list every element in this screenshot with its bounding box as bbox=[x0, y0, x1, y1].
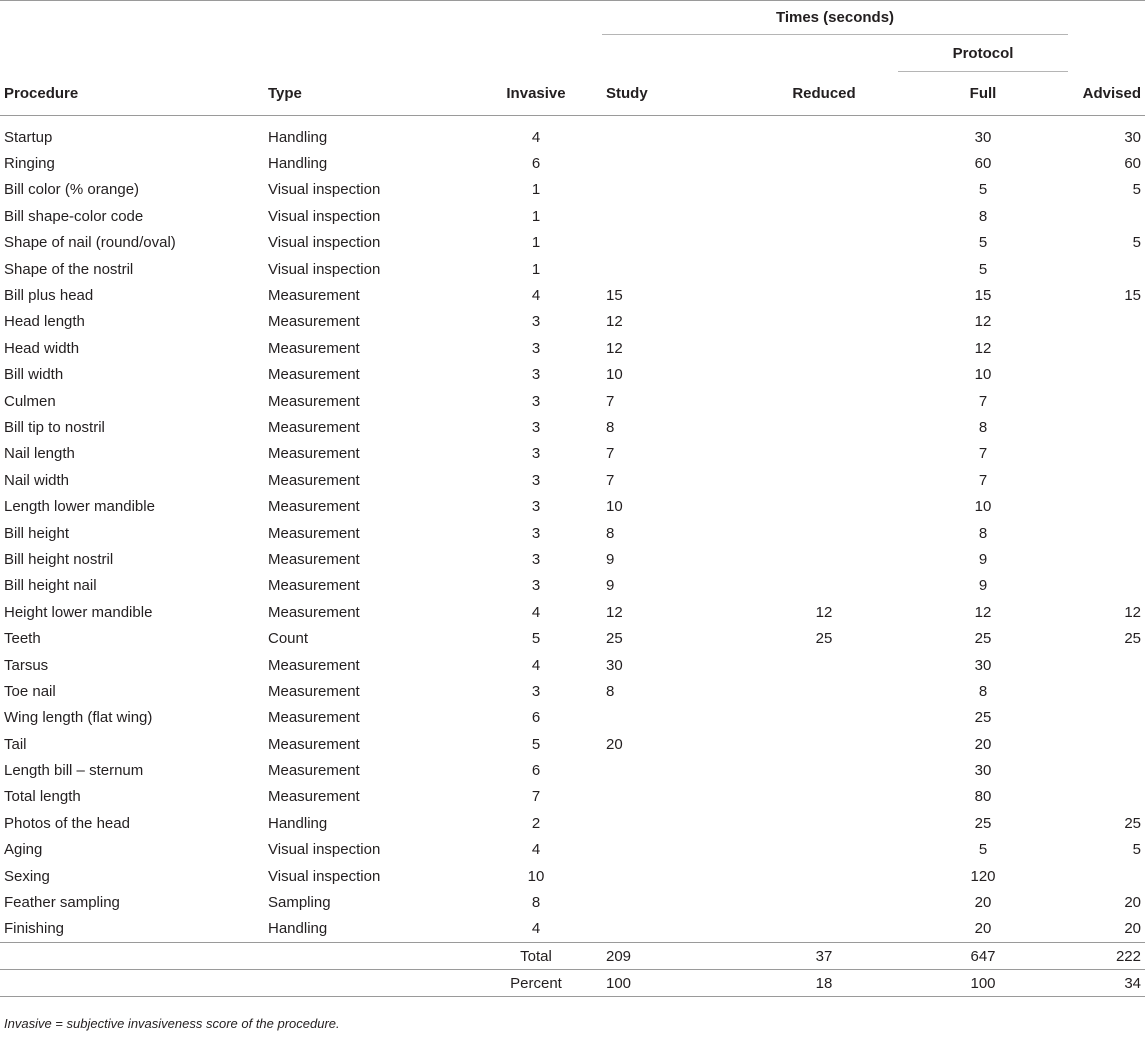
percent-full: 100 bbox=[898, 970, 1068, 997]
cell-procedure: Bill height nostril bbox=[4, 550, 114, 568]
cell-full: 7 bbox=[978, 471, 988, 489]
cell-procedure: Feather sampling bbox=[4, 894, 120, 912]
cell-study bbox=[602, 863, 750, 889]
table-row bbox=[0, 784, 1145, 810]
col-header-advised: Advised bbox=[1068, 72, 1145, 116]
table-body bbox=[0, 116, 1145, 943]
cell-full: 12 bbox=[974, 313, 992, 331]
cell-type: Visual inspection bbox=[268, 181, 381, 199]
cell-full: 15 bbox=[974, 287, 992, 305]
cell-full: 10 bbox=[974, 498, 992, 516]
cell-type: Measurement bbox=[268, 366, 360, 384]
cell-study: 7 bbox=[606, 471, 615, 489]
cell-full: 8 bbox=[978, 418, 988, 436]
cell-type: Measurement bbox=[268, 339, 360, 357]
cell-procedure: Wing length (flat wing) bbox=[4, 709, 153, 727]
table-row bbox=[0, 362, 1145, 388]
cell-invasive: 3 bbox=[531, 577, 541, 595]
cell-invasive: 3 bbox=[531, 366, 541, 384]
cell-full: 30 bbox=[974, 656, 992, 674]
cell-type: Measurement bbox=[268, 471, 360, 489]
percent-row bbox=[0, 970, 1145, 997]
table-row bbox=[0, 414, 1145, 440]
cell-advised bbox=[1068, 414, 1145, 440]
cell-reduced bbox=[750, 757, 898, 783]
cell-advised bbox=[1068, 678, 1145, 704]
cell-study bbox=[602, 116, 750, 151]
cell-procedure: Bill height nail bbox=[4, 577, 97, 595]
cell-reduced: 12 bbox=[815, 603, 833, 621]
cell-reduced bbox=[750, 256, 898, 282]
cell-invasive: 1 bbox=[531, 234, 541, 252]
cell-type: Measurement bbox=[268, 603, 360, 621]
cell-type: Measurement bbox=[268, 577, 360, 595]
cell-advised: 15 bbox=[1124, 287, 1141, 305]
cell-full: 30 bbox=[974, 128, 992, 146]
cell-procedure: Tarsus bbox=[4, 656, 49, 674]
cell-full: 9 bbox=[978, 550, 988, 568]
table-row bbox=[0, 757, 1145, 783]
cell-invasive: 3 bbox=[531, 445, 541, 463]
cell-invasive: 5 bbox=[531, 630, 541, 648]
cell-invasive: 4 bbox=[531, 603, 541, 621]
cell-study: 7 bbox=[606, 392, 615, 410]
cell-full: 20 bbox=[974, 920, 992, 938]
cell-procedure: Bill height bbox=[4, 524, 70, 542]
col-header-reduced: Reduced bbox=[750, 72, 898, 116]
col-header-invasive: Invasive bbox=[470, 72, 602, 116]
cell-type: Measurement bbox=[268, 788, 360, 806]
cell-reduced: 25 bbox=[815, 630, 833, 648]
cell-type: Measurement bbox=[268, 392, 360, 410]
cell-procedure: Nail length bbox=[4, 445, 75, 463]
cell-procedure: Startup bbox=[4, 128, 53, 146]
cell-full: 5 bbox=[978, 234, 988, 252]
cell-study bbox=[602, 203, 750, 229]
cell-type: Measurement bbox=[268, 735, 360, 753]
cell-reduced bbox=[750, 467, 898, 493]
cell-invasive: 4 bbox=[531, 287, 541, 305]
cell-study bbox=[602, 757, 750, 783]
cell-procedure: Finishing bbox=[4, 920, 65, 938]
cell-procedure: Ringing bbox=[4, 155, 55, 173]
cell-full: 5 bbox=[978, 181, 988, 199]
cell-advised: 30 bbox=[1124, 128, 1141, 146]
cell-procedure: Photos of the head bbox=[4, 814, 130, 832]
table-row bbox=[0, 599, 1145, 625]
cell-full: 60 bbox=[974, 155, 992, 173]
cell-procedure: Teeth bbox=[4, 630, 41, 648]
cell-invasive: 7 bbox=[531, 788, 541, 806]
cell-advised: 60 bbox=[1124, 155, 1141, 173]
cell-invasive: 3 bbox=[531, 392, 541, 410]
cell-full: 25 bbox=[974, 709, 992, 727]
cell-type: Visual inspection bbox=[268, 207, 381, 225]
cell-study bbox=[602, 810, 750, 836]
cell-study: 10 bbox=[606, 366, 623, 384]
cell-invasive: 6 bbox=[531, 155, 541, 173]
cell-invasive: 1 bbox=[531, 207, 541, 225]
times-group-header: Times (seconds) bbox=[602, 1, 1068, 35]
cell-type: Measurement bbox=[268, 524, 360, 542]
cell-invasive: 1 bbox=[531, 260, 541, 278]
cell-procedure: Bill shape-color code bbox=[4, 207, 144, 225]
cell-procedure: Total length bbox=[4, 788, 81, 806]
total-advised: 222 bbox=[1068, 943, 1145, 970]
cell-reduced bbox=[750, 652, 898, 678]
cell-full: 12 bbox=[974, 603, 992, 621]
cell-full: 7 bbox=[978, 445, 988, 463]
cell-reduced bbox=[750, 309, 898, 335]
cell-study bbox=[602, 784, 750, 810]
cell-full: 120 bbox=[970, 867, 996, 885]
total-label: Total bbox=[470, 943, 602, 970]
col-header-full: Full bbox=[898, 72, 1068, 116]
table-row bbox=[0, 705, 1145, 731]
cell-type: Visual inspection bbox=[268, 841, 381, 859]
cell-study: 9 bbox=[606, 577, 615, 595]
percent-reduced: 18 bbox=[750, 970, 898, 997]
cell-advised: 5 bbox=[1132, 841, 1141, 859]
table-footnote: Invasive = subjective invasiveness score of the procedure. bbox=[4, 1016, 340, 1031]
table-row bbox=[0, 889, 1145, 915]
table-row bbox=[0, 652, 1145, 678]
cell-procedure: Bill color (% orange) bbox=[4, 181, 140, 199]
table-row bbox=[0, 810, 1145, 836]
cell-advised bbox=[1068, 467, 1145, 493]
cell-procedure: Shape of nail (round/oval) bbox=[4, 234, 176, 252]
cell-reduced bbox=[750, 203, 898, 229]
cell-advised: 20 bbox=[1124, 920, 1141, 938]
cell-type: Measurement bbox=[268, 313, 360, 331]
col-header-study: Study bbox=[602, 72, 750, 116]
cell-advised bbox=[1068, 256, 1145, 282]
table-row bbox=[0, 282, 1145, 308]
cell-type: Handling bbox=[268, 814, 328, 832]
cell-type: Count bbox=[268, 630, 309, 648]
cell-invasive: 3 bbox=[531, 418, 541, 436]
cell-full: 10 bbox=[974, 366, 992, 384]
cell-study: 9 bbox=[606, 550, 615, 568]
cell-procedure: Length bill – sternum bbox=[4, 762, 144, 780]
cell-invasive: 3 bbox=[531, 339, 541, 357]
cell-reduced bbox=[750, 335, 898, 361]
cell-invasive: 4 bbox=[531, 128, 541, 146]
cell-procedure: Sexing bbox=[4, 867, 50, 885]
cell-advised bbox=[1068, 863, 1145, 889]
cell-reduced bbox=[750, 414, 898, 440]
cell-type: Handling bbox=[268, 155, 328, 173]
cell-reduced bbox=[750, 889, 898, 915]
cell-full: 25 bbox=[974, 630, 992, 648]
cell-invasive: 6 bbox=[531, 762, 541, 780]
table-row bbox=[0, 388, 1145, 414]
cell-reduced bbox=[750, 441, 898, 467]
cell-full: 5 bbox=[978, 260, 988, 278]
cell-study bbox=[602, 230, 750, 256]
cell-advised: 20 bbox=[1124, 894, 1141, 912]
cell-procedure: Culmen bbox=[4, 392, 56, 410]
cell-advised bbox=[1068, 493, 1145, 519]
cell-reduced bbox=[750, 916, 898, 943]
cell-type: Handling bbox=[268, 128, 328, 146]
table-row bbox=[0, 573, 1145, 599]
cell-full: 7 bbox=[978, 392, 988, 410]
cell-type: Measurement bbox=[268, 762, 360, 780]
cell-study: 8 bbox=[606, 682, 615, 700]
cell-invasive: 3 bbox=[531, 550, 541, 568]
percent-advised: 34 bbox=[1068, 970, 1145, 997]
cell-full: 8 bbox=[978, 524, 988, 542]
table-row bbox=[0, 678, 1145, 704]
cell-advised bbox=[1068, 441, 1145, 467]
column-header-row bbox=[0, 72, 1145, 116]
cell-invasive: 5 bbox=[531, 735, 541, 753]
cell-advised bbox=[1068, 388, 1145, 414]
cell-reduced bbox=[750, 116, 898, 151]
cell-study: 12 bbox=[606, 603, 623, 621]
cell-study: 8 bbox=[606, 418, 615, 436]
table-row bbox=[0, 203, 1145, 229]
table-row bbox=[0, 441, 1145, 467]
cell-procedure: Bill plus head bbox=[4, 287, 94, 305]
cell-study bbox=[602, 150, 750, 176]
cell-reduced bbox=[750, 520, 898, 546]
cell-study: 25 bbox=[606, 630, 623, 648]
cell-invasive: 4 bbox=[531, 920, 541, 938]
cell-procedure: Head length bbox=[4, 313, 85, 331]
cell-advised bbox=[1068, 203, 1145, 229]
cell-reduced bbox=[750, 493, 898, 519]
cell-reduced bbox=[750, 230, 898, 256]
table-row bbox=[0, 625, 1145, 651]
cell-invasive: 3 bbox=[531, 313, 541, 331]
cell-type: Measurement bbox=[268, 550, 360, 568]
table-row bbox=[0, 520, 1145, 546]
cell-procedure: Aging bbox=[4, 841, 43, 859]
cell-advised bbox=[1068, 652, 1145, 678]
cell-full: 5 bbox=[978, 841, 988, 859]
table-row bbox=[0, 230, 1145, 256]
table-row bbox=[0, 256, 1145, 282]
cell-study: 12 bbox=[606, 339, 623, 357]
cell-procedure: Bill tip to nostril bbox=[4, 418, 105, 436]
cell-advised bbox=[1068, 705, 1145, 731]
cell-type: Measurement bbox=[268, 445, 360, 463]
table-row bbox=[0, 150, 1145, 176]
cell-full: 20 bbox=[974, 735, 992, 753]
cell-full: 8 bbox=[978, 682, 988, 700]
cell-advised: 5 bbox=[1132, 234, 1141, 252]
cell-advised bbox=[1068, 757, 1145, 783]
cell-procedure: Bill width bbox=[4, 366, 64, 384]
table-row bbox=[0, 177, 1145, 203]
cell-procedure: Length lower mandible bbox=[4, 498, 155, 516]
table-row bbox=[0, 467, 1145, 493]
cell-study: 7 bbox=[606, 445, 615, 463]
cell-study bbox=[602, 705, 750, 731]
cell-reduced bbox=[750, 731, 898, 757]
cell-full: 80 bbox=[974, 788, 992, 806]
cell-advised bbox=[1068, 731, 1145, 757]
cell-type: Measurement bbox=[268, 682, 360, 700]
cell-invasive: 8 bbox=[531, 894, 541, 912]
cell-study: 30 bbox=[606, 656, 623, 674]
cell-type: Sampling bbox=[268, 894, 331, 912]
cell-procedure: Nail width bbox=[4, 471, 70, 489]
cell-invasive: 4 bbox=[531, 656, 541, 674]
cell-full: 8 bbox=[978, 207, 988, 225]
cell-full: 20 bbox=[974, 894, 992, 912]
cell-advised bbox=[1068, 784, 1145, 810]
cell-study: 8 bbox=[606, 524, 615, 542]
cell-type: Visual inspection bbox=[268, 867, 381, 885]
cell-reduced bbox=[750, 150, 898, 176]
table-row bbox=[0, 546, 1145, 572]
cell-invasive: 4 bbox=[531, 841, 541, 859]
cell-advised bbox=[1068, 520, 1145, 546]
cell-reduced bbox=[750, 678, 898, 704]
cell-type: Measurement bbox=[268, 498, 360, 516]
cell-advised bbox=[1068, 546, 1145, 572]
cell-reduced bbox=[750, 810, 898, 836]
cell-type: Measurement bbox=[268, 709, 360, 727]
cell-reduced bbox=[750, 282, 898, 308]
percent-study: 100 bbox=[602, 970, 750, 997]
table-row bbox=[0, 335, 1145, 361]
cell-invasive: 6 bbox=[531, 709, 541, 727]
cell-type: Handling bbox=[268, 920, 328, 938]
cell-advised bbox=[1068, 335, 1145, 361]
cell-type: Measurement bbox=[268, 418, 360, 436]
cell-type: Visual inspection bbox=[268, 234, 381, 252]
table-row bbox=[0, 916, 1145, 943]
cell-advised: 25 bbox=[1124, 814, 1141, 832]
cell-invasive: 3 bbox=[531, 471, 541, 489]
cell-reduced bbox=[750, 863, 898, 889]
table-row bbox=[0, 116, 1145, 151]
cell-advised: 25 bbox=[1124, 630, 1141, 648]
table-row bbox=[0, 309, 1145, 335]
cell-study bbox=[602, 177, 750, 203]
table-row bbox=[0, 493, 1145, 519]
cell-advised: 5 bbox=[1132, 181, 1141, 199]
cell-full: 25 bbox=[974, 814, 992, 832]
cell-reduced bbox=[750, 362, 898, 388]
cell-study: 12 bbox=[606, 313, 623, 331]
cell-procedure: Toe nail bbox=[4, 682, 56, 700]
cell-reduced bbox=[750, 388, 898, 414]
percent-label: Percent bbox=[470, 970, 602, 997]
table-row bbox=[0, 863, 1145, 889]
protocol-header: Protocol bbox=[898, 35, 1068, 72]
cell-reduced bbox=[750, 837, 898, 863]
cell-study bbox=[602, 889, 750, 915]
total-row bbox=[0, 943, 1145, 970]
col-header-procedure: Procedure bbox=[0, 72, 264, 116]
cell-study: 20 bbox=[606, 735, 623, 753]
cell-full: 12 bbox=[974, 339, 992, 357]
cell-type: Visual inspection bbox=[268, 260, 381, 278]
cell-procedure: Tail bbox=[4, 735, 27, 753]
cell-advised bbox=[1068, 573, 1145, 599]
cell-full: 9 bbox=[978, 577, 988, 595]
col-header-type: Type bbox=[264, 72, 470, 116]
cell-reduced bbox=[750, 546, 898, 572]
cell-invasive: 3 bbox=[531, 498, 541, 516]
cell-study bbox=[602, 837, 750, 863]
table-row bbox=[0, 837, 1145, 863]
cell-advised bbox=[1068, 309, 1145, 335]
cell-advised: 12 bbox=[1124, 603, 1141, 621]
cell-invasive: 3 bbox=[531, 524, 541, 542]
cell-reduced bbox=[750, 573, 898, 599]
cell-invasive: 2 bbox=[531, 814, 541, 832]
cell-full: 30 bbox=[974, 762, 992, 780]
cell-procedure: Height lower mandible bbox=[4, 603, 153, 621]
cell-reduced bbox=[750, 705, 898, 731]
cell-advised bbox=[1068, 362, 1145, 388]
cell-type: Measurement bbox=[268, 656, 360, 674]
table-row bbox=[0, 731, 1145, 757]
cell-reduced bbox=[750, 784, 898, 810]
cell-procedure: Shape of the nostril bbox=[4, 260, 134, 278]
cell-study: 15 bbox=[606, 287, 623, 305]
total-study: 209 bbox=[602, 943, 750, 970]
cell-type: Measurement bbox=[268, 287, 360, 305]
cell-procedure: Head width bbox=[4, 339, 80, 357]
cell-study bbox=[602, 916, 750, 943]
cell-invasive: 10 bbox=[527, 867, 545, 885]
cell-invasive: 3 bbox=[531, 682, 541, 700]
cell-study bbox=[602, 256, 750, 282]
cell-invasive: 1 bbox=[531, 181, 541, 199]
cell-study: 10 bbox=[606, 498, 623, 516]
total-full: 647 bbox=[898, 943, 1068, 970]
cell-reduced bbox=[750, 177, 898, 203]
total-reduced: 37 bbox=[750, 943, 898, 970]
